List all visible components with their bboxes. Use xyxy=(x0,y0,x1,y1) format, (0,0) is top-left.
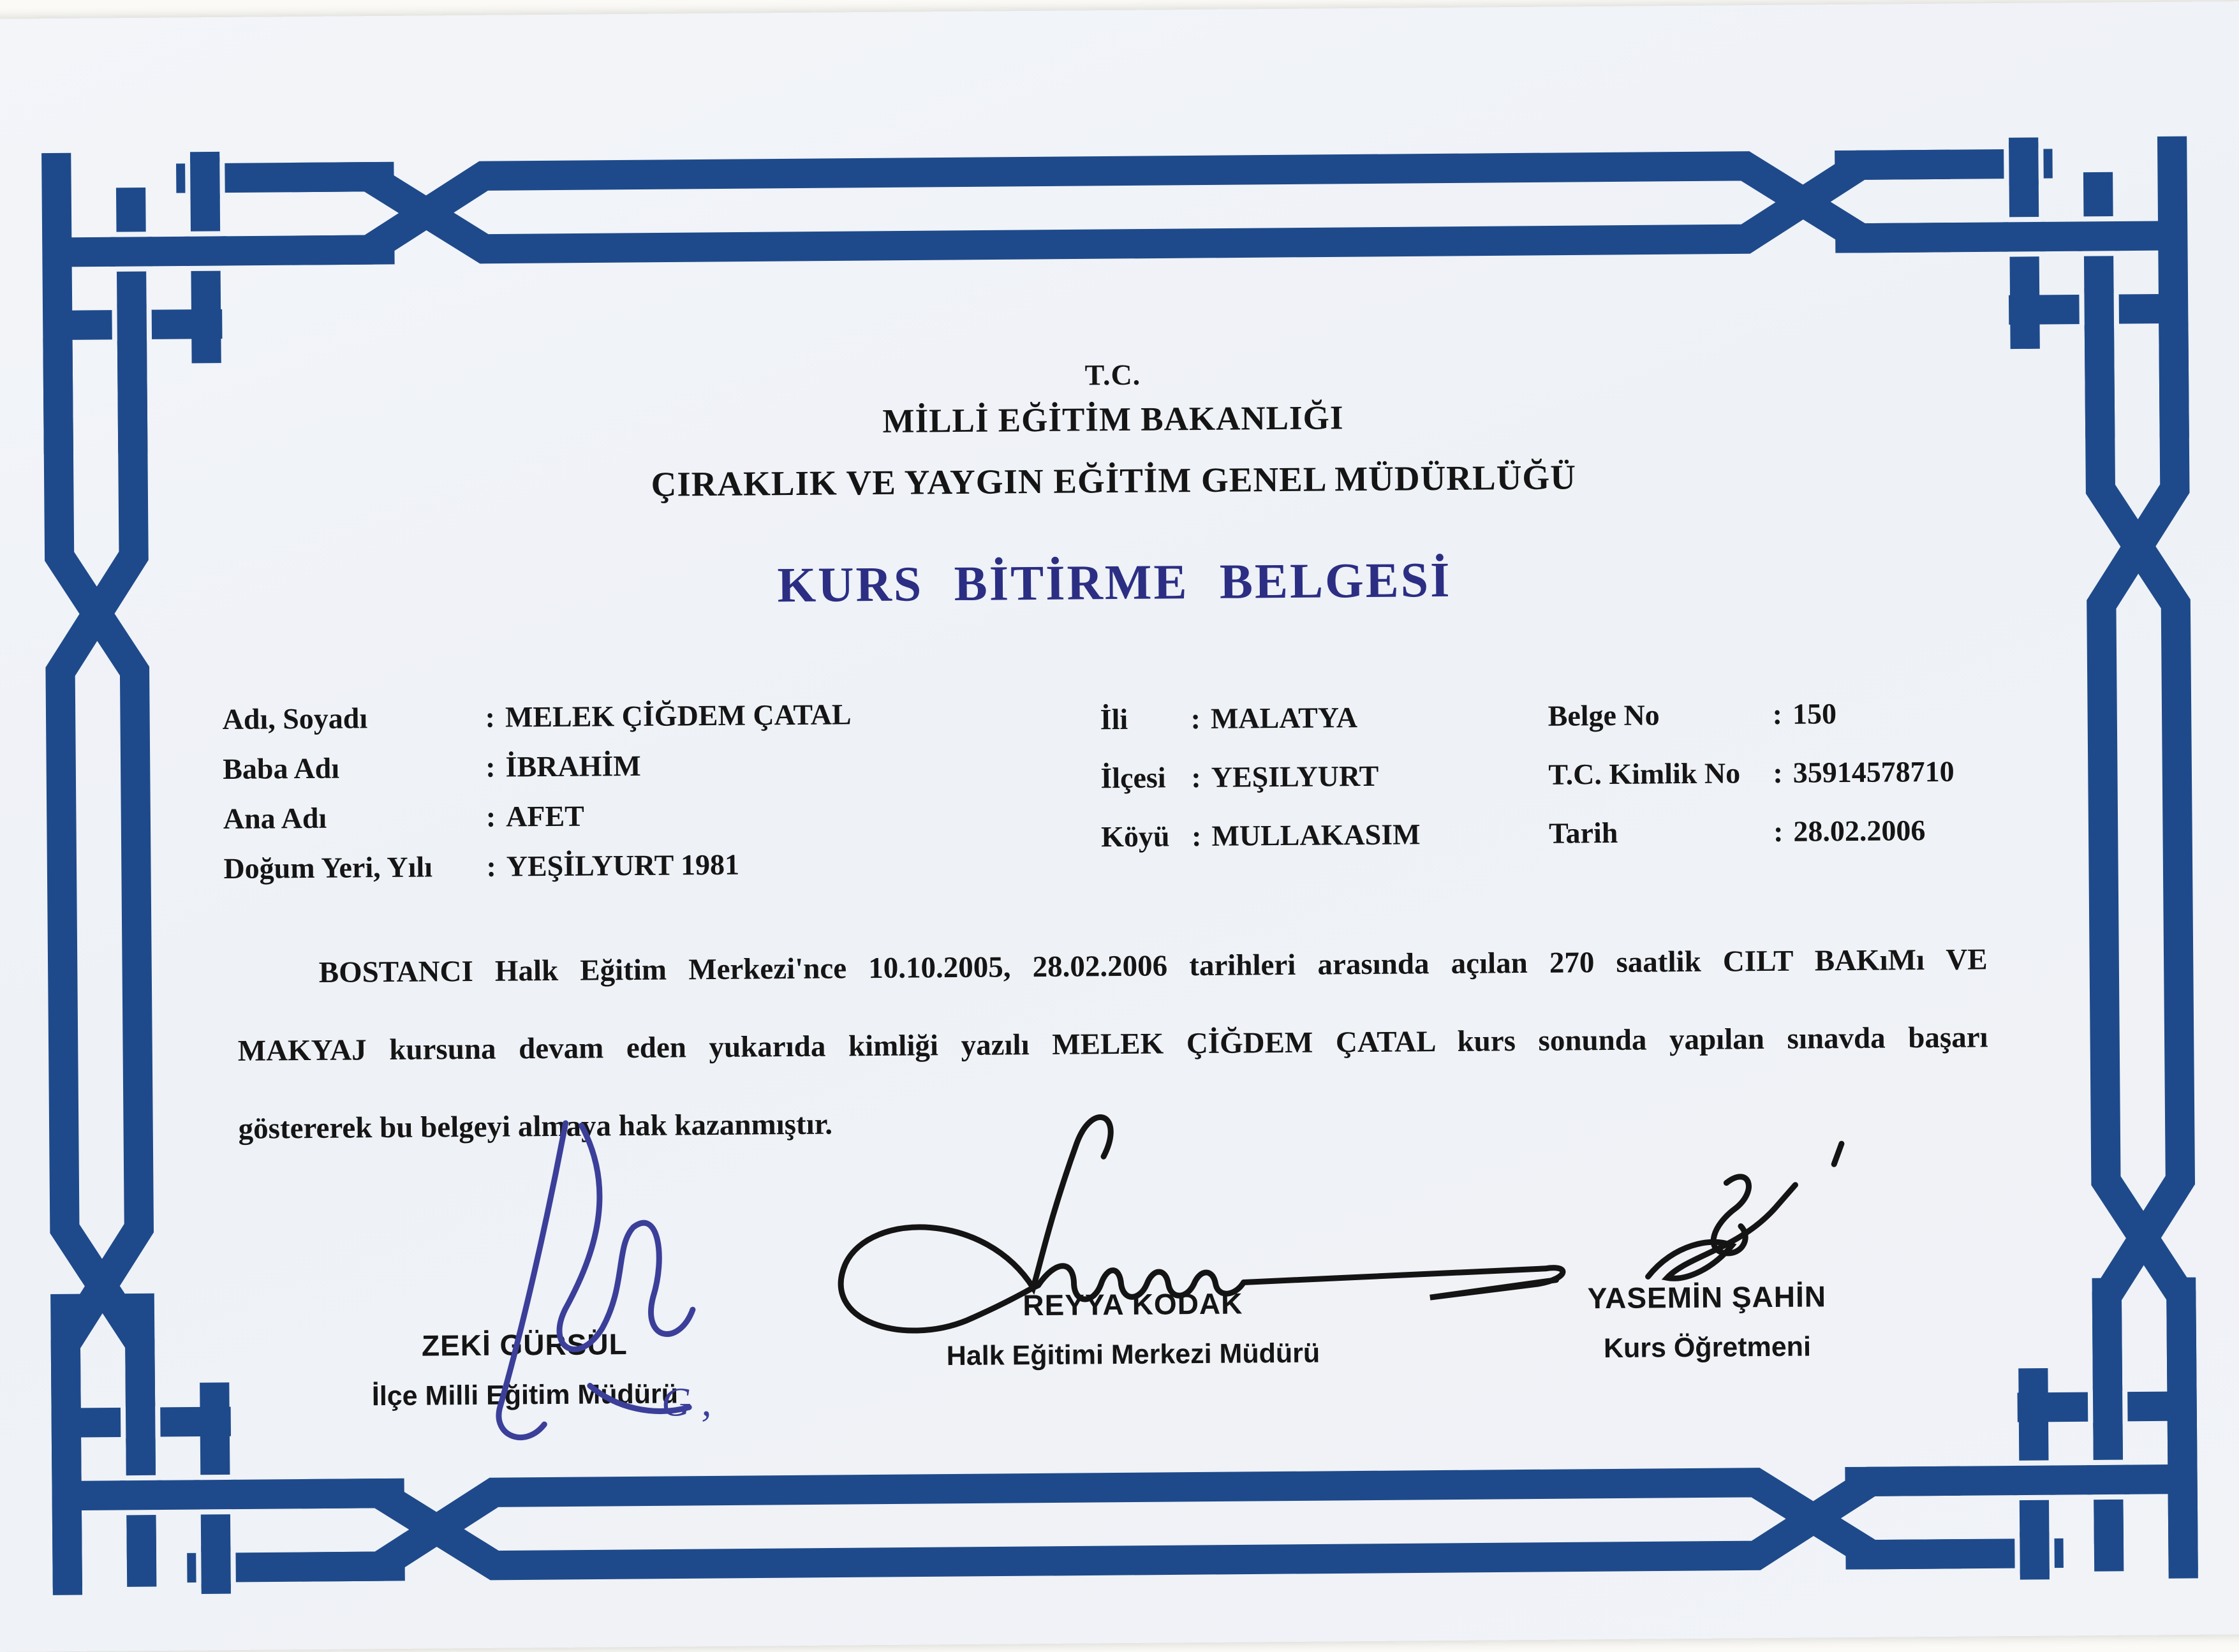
field-label: Baba Adı xyxy=(223,751,340,786)
field-label: Tarih xyxy=(1548,816,1618,850)
field-label: İli xyxy=(1100,702,1128,736)
header-directorate: ÇIRAKLIK VE YAYGIN EĞİTİM GENEL MÜDÜRLÜĞÜ xyxy=(651,457,1577,504)
signer-name: YASEMİN ŞAHİN xyxy=(1587,1280,1827,1315)
signer-title: İlçe Milli Eğitim Müdürü xyxy=(371,1378,679,1412)
field-label: T.C. Kimlik No xyxy=(1548,756,1741,791)
fields-location xyxy=(1100,688,1421,866)
signature-block-course-teacher xyxy=(1587,1279,1826,1364)
field-colon: : xyxy=(1772,697,1783,730)
field-value: YEŞİLYURT 1981 xyxy=(506,848,740,883)
field-label: Adı, Soyadı xyxy=(222,702,368,736)
signer-name: ZEKİ GÜRSÜL xyxy=(421,1327,628,1362)
field-value: MULLAKASIM xyxy=(1211,818,1421,852)
signer-title: Kurs Öğretmeni xyxy=(1603,1331,1812,1364)
header-ministry: MİLLİ EĞİTİM BAKANLIĞI xyxy=(882,399,1344,440)
certificate-content xyxy=(0,1,2231,1645)
field-colon: : xyxy=(1773,815,1784,848)
certificate-title: KURS BİTİRME BELGESİ xyxy=(777,551,1452,613)
field-value: 28.02.2006 xyxy=(1793,814,1926,848)
signature-ink-right xyxy=(1647,1144,1843,1278)
handwritten-annotation: G , xyxy=(661,1379,712,1425)
body-line-2: MAKYAJ kursuna devam eden yukarıda kimliği yazılı MELEK ÇİĞDEM ÇATAL kurs sonunda yapılan sınavda başarı xyxy=(237,1021,1988,1068)
field-value: İBRAHİM xyxy=(505,749,641,783)
header-country: T.C. xyxy=(1084,358,1141,392)
field-label: Doğum Yeri, Yılı xyxy=(223,850,433,885)
field-row xyxy=(1100,688,1419,749)
field-label: İlçesi xyxy=(1100,761,1166,795)
field-row xyxy=(1101,805,1421,866)
field-colon: : xyxy=(485,800,496,833)
signature-block-district-director xyxy=(371,1326,678,1412)
field-row xyxy=(222,690,852,744)
certificate-paper xyxy=(0,1,2239,1652)
field-label: Belge No xyxy=(1548,698,1660,732)
field-value: 150 xyxy=(1792,697,1837,730)
field-colon: : xyxy=(1191,760,1201,794)
fields-document xyxy=(1548,684,1955,863)
signer-title: Halk Eğitimi Merkezi Müdürü xyxy=(946,1338,1320,1372)
field-colon: : xyxy=(1190,702,1201,735)
field-row xyxy=(1100,746,1420,808)
field-colon: : xyxy=(485,700,496,734)
fields-personal xyxy=(222,690,852,894)
field-row xyxy=(223,839,853,894)
field-colon: : xyxy=(486,850,496,883)
field-label: Köyü xyxy=(1100,820,1170,853)
signature-block-center-director xyxy=(946,1286,1320,1373)
field-row xyxy=(1548,684,1954,746)
field-row xyxy=(1549,801,1955,863)
body-line-1: BOSTANCI Halk Eğitim Merkezi'nce 10.10.2005, 28.02.2006 tarihleri arasında açılan 270 saatlik CILT BAKıMı VE xyxy=(318,943,1988,989)
field-row xyxy=(223,739,852,794)
field-row xyxy=(1548,742,1955,804)
field-colon: : xyxy=(485,750,496,783)
field-value: MELEK ÇİĞDEM ÇATAL xyxy=(505,698,852,734)
field-label: Ana Adı xyxy=(223,801,327,836)
body-line-3: göstererek bu belgeyi almaya hak kazanmıştır. xyxy=(238,1107,833,1146)
field-value: YEŞILYURT xyxy=(1211,759,1379,793)
field-row xyxy=(223,789,853,844)
field-value: MALATYA xyxy=(1210,701,1358,735)
field-value: AFET xyxy=(505,799,585,833)
field-colon: : xyxy=(1191,819,1202,853)
field-value: 35914578710 xyxy=(1792,755,1955,789)
signer-name: REYYA KODAK xyxy=(1023,1287,1243,1322)
field-colon: : xyxy=(1773,756,1783,789)
certificate-body-text xyxy=(237,920,1989,1168)
